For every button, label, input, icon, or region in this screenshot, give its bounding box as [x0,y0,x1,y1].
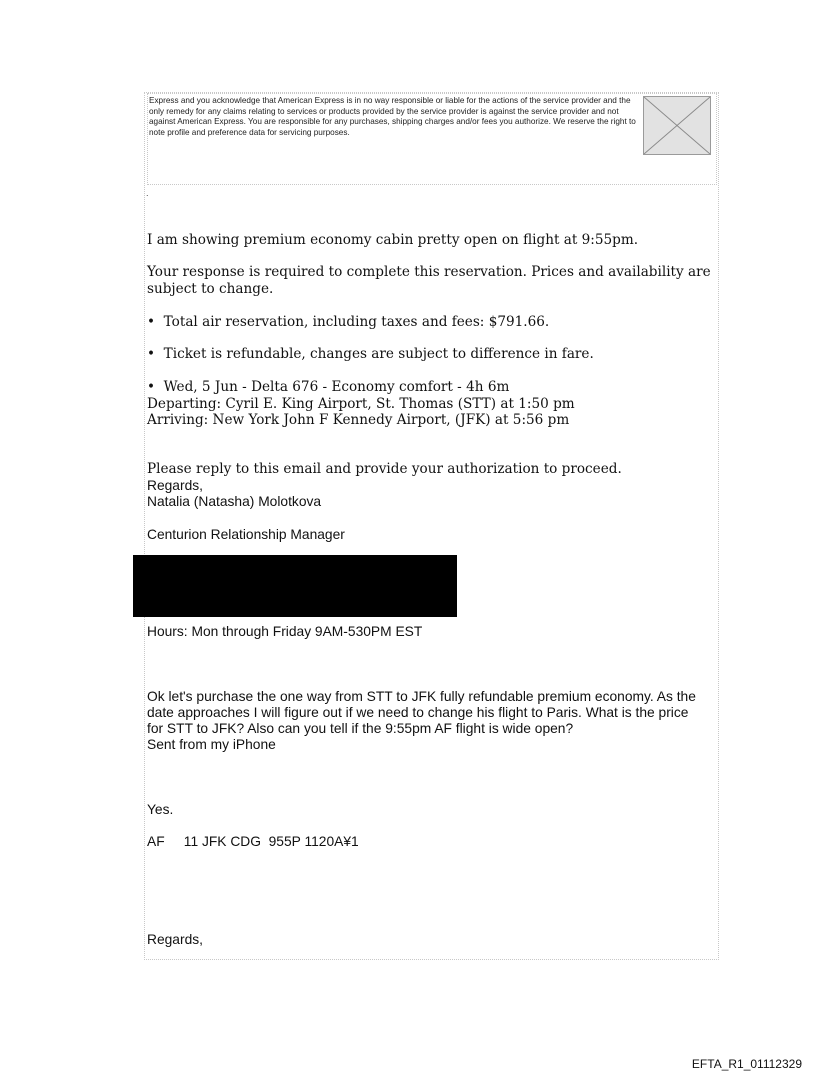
closing-regards: Regards, [147,932,203,947]
reply-line3: for STT to JFK? Also can you tell if the 9:55pm AF flight is wide open? [147,721,574,736]
departing-info: Departing: Cyril E. King Airport, St. Thomas (STT) at 1:50 pm [147,396,575,412]
redaction-block [133,555,457,617]
af-flight-code: AF 11 JFK CDG 955P 1120A¥1 [147,834,359,849]
arriving-info: Arriving: New York John F Kennedy Airport, (JFK) at 5:56 pm [147,412,570,428]
business-hours: Hours: Mon through Friday 9AM-530PM EST [147,624,423,639]
broken-image-icon [643,96,711,155]
reply-request: Please reply to this email and provide your authorization to proceed. [147,461,622,477]
separator-dot: . [146,188,149,198]
signature-title: Centurion Relationship Manager [147,527,345,542]
response-required-line1: Your response is required to complete this reservation. Prices and availability are [147,264,711,280]
bullet-refundable: • Ticket is refundable, changes are subject to difference in fare. [147,346,594,363]
response-required-line2: subject to change. [147,281,274,297]
sent-from-iphone: Sent from my iPhone [147,737,276,752]
reply-line2: date approaches I will figure out if we need to change his flight to Paris. What is the price [147,705,689,720]
agent-yes: Yes. [147,802,174,817]
amex-disclaimer: Express and you acknowledge that American Express is in no way responsible or liable for the actions of the service provider and the only remedy for any claims relating to services or products provided by the service provider is against the service provider and not against American Express. You are responsible for any purchases, shipping charges and/or fees you authorize. We reserve the right to note profile and preference data for servicing purposes. [149,96,636,137]
email-frame [144,92,719,960]
reply-line1: Ok let's purchase the one way from STT to JFK fully refundable premium economy. As the [147,689,696,704]
bullet-total-fare: • Total air reservation, including taxes and fees: $791.66. [147,314,549,331]
signature-regards: Regards, [147,478,203,493]
flight-summary: • Wed, 5 Jun - Delta 676 - Economy comfort - 4h 6m [147,379,509,396]
document-id: EFTA_R1_01112329 [691,1057,802,1071]
signature-name: Natalia (Natasha) Molotkova [147,494,322,509]
cabin-note: I am showing premium economy cabin pretty open on flight at 9:55pm. [147,232,639,248]
